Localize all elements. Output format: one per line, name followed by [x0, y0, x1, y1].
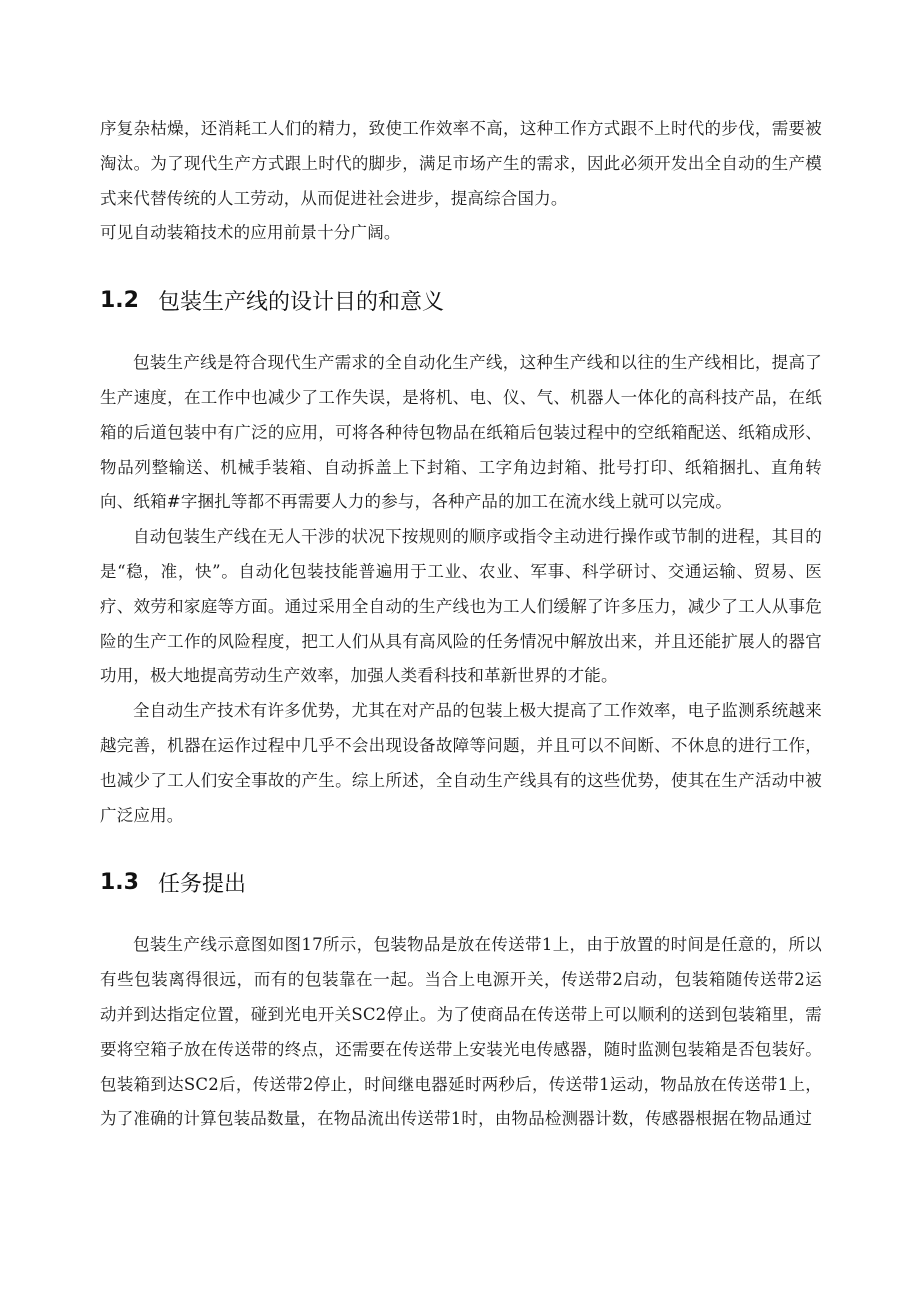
continuation-paragraph-short: 可见自动装箱技术的应用前景十分广阔。: [100, 223, 401, 243]
body-paragraph: 包装生产线是符合现代生产需求的全自动化生产线，这种生产线和以往的生产线相比，提高了生产速度，在工作中也减少了工作失误，是将机、电、仪、气、机器人一体化的高科技产品，在纸箱的后道包装中有广泛的应用，可将各种待包物品在纸箱后包装过程中的空纸箱配送、纸箱成形、物品列整输送、机械手装箱、自动拆盖上下封箱、工字角边封箱、批号打印、纸箱捆扎、直角转向、纸箱#字捆扎等都不再需要人力的参与，各种产品的加工在流水线上就可以完成。: [100, 353, 822, 512]
body-paragraph: 全自动生产技术有许多优势，尤其在对产品的包装上极大提高了工作效率，电子监测系统越来越完善，机器在运作过程中几乎不会出现设备故障等问题，并且可以不间断、不休息的进行工作，也减少了工人们安全事故的产生。综上所述，全自动生产线具有的这些优势，使其在生产活动中被广泛应用。: [100, 701, 822, 825]
continuation-paragraph: 序复杂枯燥，还消耗工人们的精力，致使工作效率不高，这种工作方式跟不上时代的步伐，需要被淘汰。为了现代生产方式跟上时代的脚步，满足市场产生的需求，因此必须开发出全自动的生产模式来代替传统的人工劳动，从而促进社会进步，提高综合国力。: [100, 119, 822, 208]
section-number: 1.3: [100, 870, 139, 896]
section-number: 1.2: [100, 288, 139, 314]
section-title: 任务提出: [158, 872, 247, 898]
section-title: 包装生产线的设计目的和意义: [158, 290, 445, 316]
body-paragraph: 自动包装生产线在无人干涉的状况下按规则的顺序或指令主动进行操作或节制的进程，其目的是“稳，准，快”。自动化包装技能普遍用于工业、农业、军事、科学研讨、交通运输、贸易、医疗、效劳和家庭等方面。通过采用全自动的生产线也为工人们缓解了许多压力，减少了工人从事危险的生产工作的风险程度，把工人们从具有高风险的任务情况中解放出来，并且还能扩展人的器官功用，极大地提高劳动生产效率，加强人类看科技和革新世界的才能。: [100, 527, 822, 686]
document-page: [100, 112, 822, 1137]
section-heading-1-3: [100, 867, 822, 898]
body-paragraph: 包装生产线示意图如图17所示，包装物品是放在传送带1上，由于放置的时间是任意的，所以有些包装离得很远，而有的包装靠在一起。当合上电源开关，传送带2启动，包装箱随传送带2运动并到达指定位置，碰到光电开关SC2停止。为了使商品在传送带上可以顺利的送到包装箱里，需要将空箱子放在传送带的终点，还需要在传送带上安装光电传感器，随时监测包装箱是否包装好。包装箱到达SC2后，传送带2停止，时间继电器延时两秒后，传送带1运动，物品放在传送带1上，为了准确的计算包装品数量，在物品流出传送带1时，由物品检测器计数，传感器根据在物品通过: [100, 935, 822, 1129]
section-heading-1-2: [100, 285, 822, 316]
